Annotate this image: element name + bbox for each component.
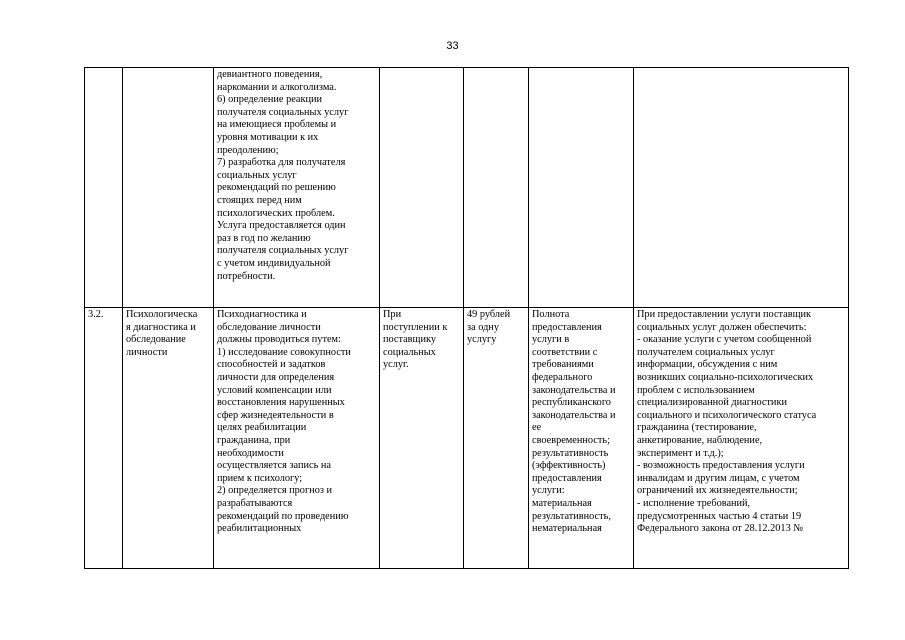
cell-text-line: обследование [126, 334, 186, 346]
cell-text-line: реабилитационных [217, 523, 302, 535]
service-conditions-cell [634, 68, 849, 308]
cell-text-line: предусмотренных частью 4 статьи 19 [637, 510, 802, 522]
cell-text-line: уровня мотивации к их [217, 131, 319, 143]
cell-text-line: поступлении к [383, 321, 448, 333]
service-content-cell [214, 68, 380, 308]
service-content-cell [214, 308, 380, 569]
cell-text-line: социальных услуг [217, 169, 297, 181]
cell-text-line: целях реабилитации [217, 422, 307, 434]
cell-text-line: поставщику [383, 334, 436, 346]
cell-text-line: инвалидам и другим лицам, с учетом [637, 472, 800, 484]
cell-text-line: При [383, 309, 402, 320]
cell-text-line: Федерального закона от 28.12.2013 № [637, 523, 804, 535]
cell-text-line: Полнота [532, 309, 570, 320]
cell-text-line: 2) определяется прогноз и [217, 485, 332, 497]
cell-text-line: результативность [532, 447, 609, 459]
cell-text-line: социального и психологического статуса [637, 409, 817, 421]
cell-text-line: анкетирование, наблюдение, [637, 434, 763, 446]
cell-text-line: личности для определения [217, 371, 335, 383]
cell-text-line: Психодиагностика и [217, 309, 307, 320]
service-terms-cell [380, 68, 464, 308]
cell-text-line: информации, обсуждения с ним [637, 359, 778, 371]
cell-text-line: услуги в [532, 334, 570, 346]
cell-text-line: гражданина, при [217, 434, 291, 446]
cell-text-line: 1) исследование совокупности [217, 346, 351, 358]
cell-text-line: преодолению; [217, 144, 279, 156]
row-number-cell [85, 68, 123, 308]
cell-text-line: должны проводиться путем: [217, 334, 341, 346]
cell-text-line: - исполнение требований, [637, 497, 751, 509]
cell-text-line: социальных услуг должен обеспечить: [637, 321, 807, 333]
cell-text-line: сфер жизнедеятельности в [217, 409, 334, 421]
cell-text-line: возникших социально-психологических [637, 371, 814, 383]
cell-text-line: получателя социальных услуг [217, 106, 349, 118]
quality-indicators-cell [529, 308, 634, 569]
cell-text-line: на имеющиеся проблемы и [217, 119, 337, 131]
cell-text-line: личности [126, 346, 168, 358]
cell-text-line: эксперимент и т.д.); [637, 447, 724, 459]
cell-text-line: девиантного поведения, [217, 69, 323, 80]
cell-text-line: законодательства и [532, 384, 616, 396]
service-conditions-cell [634, 308, 849, 569]
cell-text-line: потребности. [217, 270, 276, 282]
table-row [85, 308, 849, 569]
cell-text-line: обследование личности [217, 321, 321, 333]
cell-text-line: осуществляется запись на [217, 460, 331, 472]
cell-text-line: предоставления [532, 321, 602, 333]
cell-text-line: Услуга предоставляется один [217, 220, 346, 232]
cell-text-line: требованиями [532, 359, 594, 371]
cell-text-line: ограничений их жизнедеятельности; [637, 485, 798, 497]
cell-text-line: рекомендаций по проведению [217, 510, 349, 522]
cell-text-line: - оказание услуги с учетом сообщенной [637, 334, 812, 346]
cell-text-line: психологических проблем. [217, 207, 335, 219]
cell-text-line: проблем с использованием [637, 384, 755, 396]
cell-text-line: я диагностика и [126, 321, 196, 333]
cell-text-line: восстановления нарушенных [217, 397, 345, 409]
cell-text-line: федерального [532, 371, 593, 383]
cell-text-line: Психологическа [126, 309, 198, 320]
cell-text-line: условий компенсации или [217, 384, 332, 396]
cell-text-line: 49 рублей [467, 309, 511, 320]
cell-text-line: законодательства и [532, 409, 616, 421]
cell-text-line: социальных [383, 346, 436, 358]
service-price-cell [464, 68, 529, 308]
cell-text-line: рекомендаций по решению [217, 182, 336, 194]
cell-text-line: стоящих перед ним [217, 194, 302, 206]
cell-text-line: материальная [532, 497, 592, 509]
service-name-cell [123, 68, 214, 308]
services-table [84, 67, 849, 569]
cell-text-line: услугу [467, 334, 497, 346]
cell-text-line: получателя социальных услуг [217, 245, 349, 257]
cell-text-line: предоставления [532, 472, 602, 484]
cell-text-line: соответствии с [532, 346, 598, 358]
cell-text-line: своевременность; [532, 434, 610, 446]
service-name-cell [123, 308, 214, 569]
cell-text-line: 6) определение реакции [217, 94, 323, 106]
cell-text-line: разрабатываются [217, 497, 293, 509]
cell-text-line: (эффективность) [532, 460, 606, 472]
cell-text-line: гражданина (тестирование, [637, 422, 757, 434]
cell-text-line: республиканского [532, 397, 611, 409]
cell-text-line: услуги: [532, 485, 565, 497]
cell-text-line: с учетом индивидуальной [217, 257, 331, 269]
row-number-cell [85, 308, 123, 569]
cell-text-line: наркомании и алкоголизма. [217, 81, 337, 93]
cell-text-line: нематериальная [532, 523, 602, 535]
service-terms-cell [380, 308, 464, 569]
service-price-cell [464, 308, 529, 569]
page-number: 33 [446, 40, 459, 52]
cell-text-line: результативность, [532, 510, 611, 522]
cell-text-line: необходимости [217, 447, 284, 459]
cell-text-line: 3.2. [88, 309, 104, 320]
cell-text-line: услуг. [383, 359, 409, 371]
quality-indicators-cell [529, 68, 634, 308]
cell-text-line: - возможность предоставления услуги [637, 460, 805, 472]
cell-text-line: за одну [467, 321, 499, 333]
cell-text-line: ее [532, 422, 542, 434]
cell-text-line: способностей и задатков [217, 359, 326, 371]
cell-text-line: специализированной диагностики [637, 397, 787, 409]
table-row [85, 68, 849, 308]
cell-text-line: При предоставлении услуги поставщик [637, 309, 812, 320]
cell-text-line: 7) разработка для получателя [217, 157, 346, 169]
cell-text-line: получателем социальных услуг [637, 346, 775, 358]
cell-text-line: прием к психологу; [217, 472, 303, 484]
cell-text-line: раз в год по желанию [217, 232, 311, 244]
